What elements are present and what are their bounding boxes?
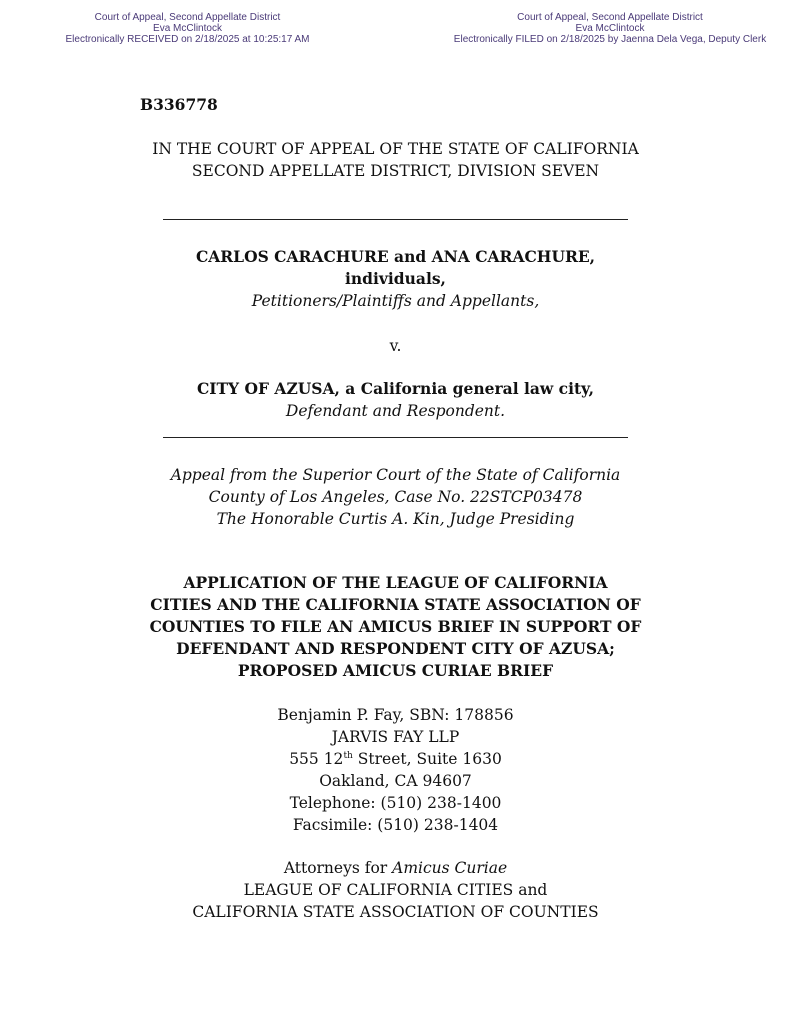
filed-stamp-court: Court of Appeal, Second Appellate District (517, 12, 703, 23)
divider-top (163, 219, 628, 220)
counsel-street-suffix: th (343, 750, 353, 761)
document-title (100, 572, 691, 682)
counsel-city: Oakland, CA 94607 (319, 772, 472, 790)
attorneys-for-line-2: LEAGUE OF CALIFORNIA CITIES and (243, 881, 548, 899)
versus: v. (389, 337, 402, 355)
case-number: B336778 (140, 95, 218, 114)
appeal-from-line-1: Appeal from the Superior Court of the State of California (170, 466, 621, 484)
appeal-from-block (100, 464, 691, 530)
appeal-from-line-3: The Honorable Curtis A. Kin, Judge Presiding (216, 510, 575, 528)
divider-bottom (163, 437, 628, 438)
document-title-line-1: APPLICATION OF THE LEAGUE OF CALIFORNIA (183, 573, 608, 592)
appellants-name-line-2: individuals, (345, 269, 446, 288)
attorneys-for-line-3: CALIFORNIA STATE ASSOCIATION OF COUNTIES (192, 903, 599, 921)
document-title-line-4: DEFENDANT AND RESPONDENT CITY OF AZUSA; (176, 639, 615, 658)
appellants-name-line-1: CARLOS CARACHURE and ANA CARACHURE, (195, 247, 596, 266)
counsel-name: Benjamin P. Fay, SBN: 178856 (277, 706, 514, 724)
respondent-block (100, 378, 691, 422)
attorneys-for-line-1 (100, 857, 691, 879)
filed-stamp-date: Electronically FILED on 2/18/2025 by Jaenna Dela Vega, Deputy Clerk (453, 34, 767, 45)
counsel-street-number: 555 12 (289, 750, 344, 768)
appellants-role: Petitioners/Plaintiffs and Appellants, (251, 292, 540, 310)
filed-stamp-clerk: Eva McClintock (575, 23, 645, 34)
counsel-street (100, 748, 691, 770)
counsel-facsimile: Facsimile: (510) 238-1404 (292, 816, 499, 834)
appeal-from-line-2: County of Los Angeles, Case No. 22STCP03478 (208, 488, 583, 506)
received-stamp-date: Electronically RECEIVED on 2/18/2025 at 10:25:17 AM (65, 34, 310, 45)
counsel-block (100, 704, 691, 836)
appellants-block (100, 246, 691, 312)
counsel-street-rest: Street, Suite 1630 (352, 750, 502, 768)
document-title-line-3: COUNTIES TO FILE AN AMICUS BRIEF IN SUPPORT OF (149, 617, 642, 636)
counsel-firm: JARVIS FAY LLP (331, 728, 460, 746)
court-line-1: IN THE COURT OF APPEAL OF THE STATE OF CALIFORNIA (152, 140, 639, 158)
respondent-name: CITY OF AZUSA, a California general law city, (196, 379, 595, 398)
attorneys-for-prefix: Attorneys for (283, 859, 393, 877)
court-caption (100, 138, 691, 182)
counsel-telephone: Telephone: (510) 238-1400 (289, 794, 502, 812)
respondent-role: Defendant and Respondent. (285, 402, 506, 420)
document-title-line-2: CITIES AND THE CALIFORNIA STATE ASSOCIATION OF (150, 595, 641, 614)
attorneys-for-block (100, 857, 691, 923)
document-title-line-5: PROPOSED AMICUS CURIAE BRIEF (237, 661, 554, 680)
court-line-2: SECOND APPELLATE DISTRICT, DIVISION SEVEN (191, 162, 600, 180)
received-stamp-court: Court of Appeal, Second Appellate District (94, 12, 281, 23)
attorneys-for-role: Amicus Curiae (392, 859, 508, 877)
received-stamp-clerk: Eva McClintock (153, 23, 222, 34)
